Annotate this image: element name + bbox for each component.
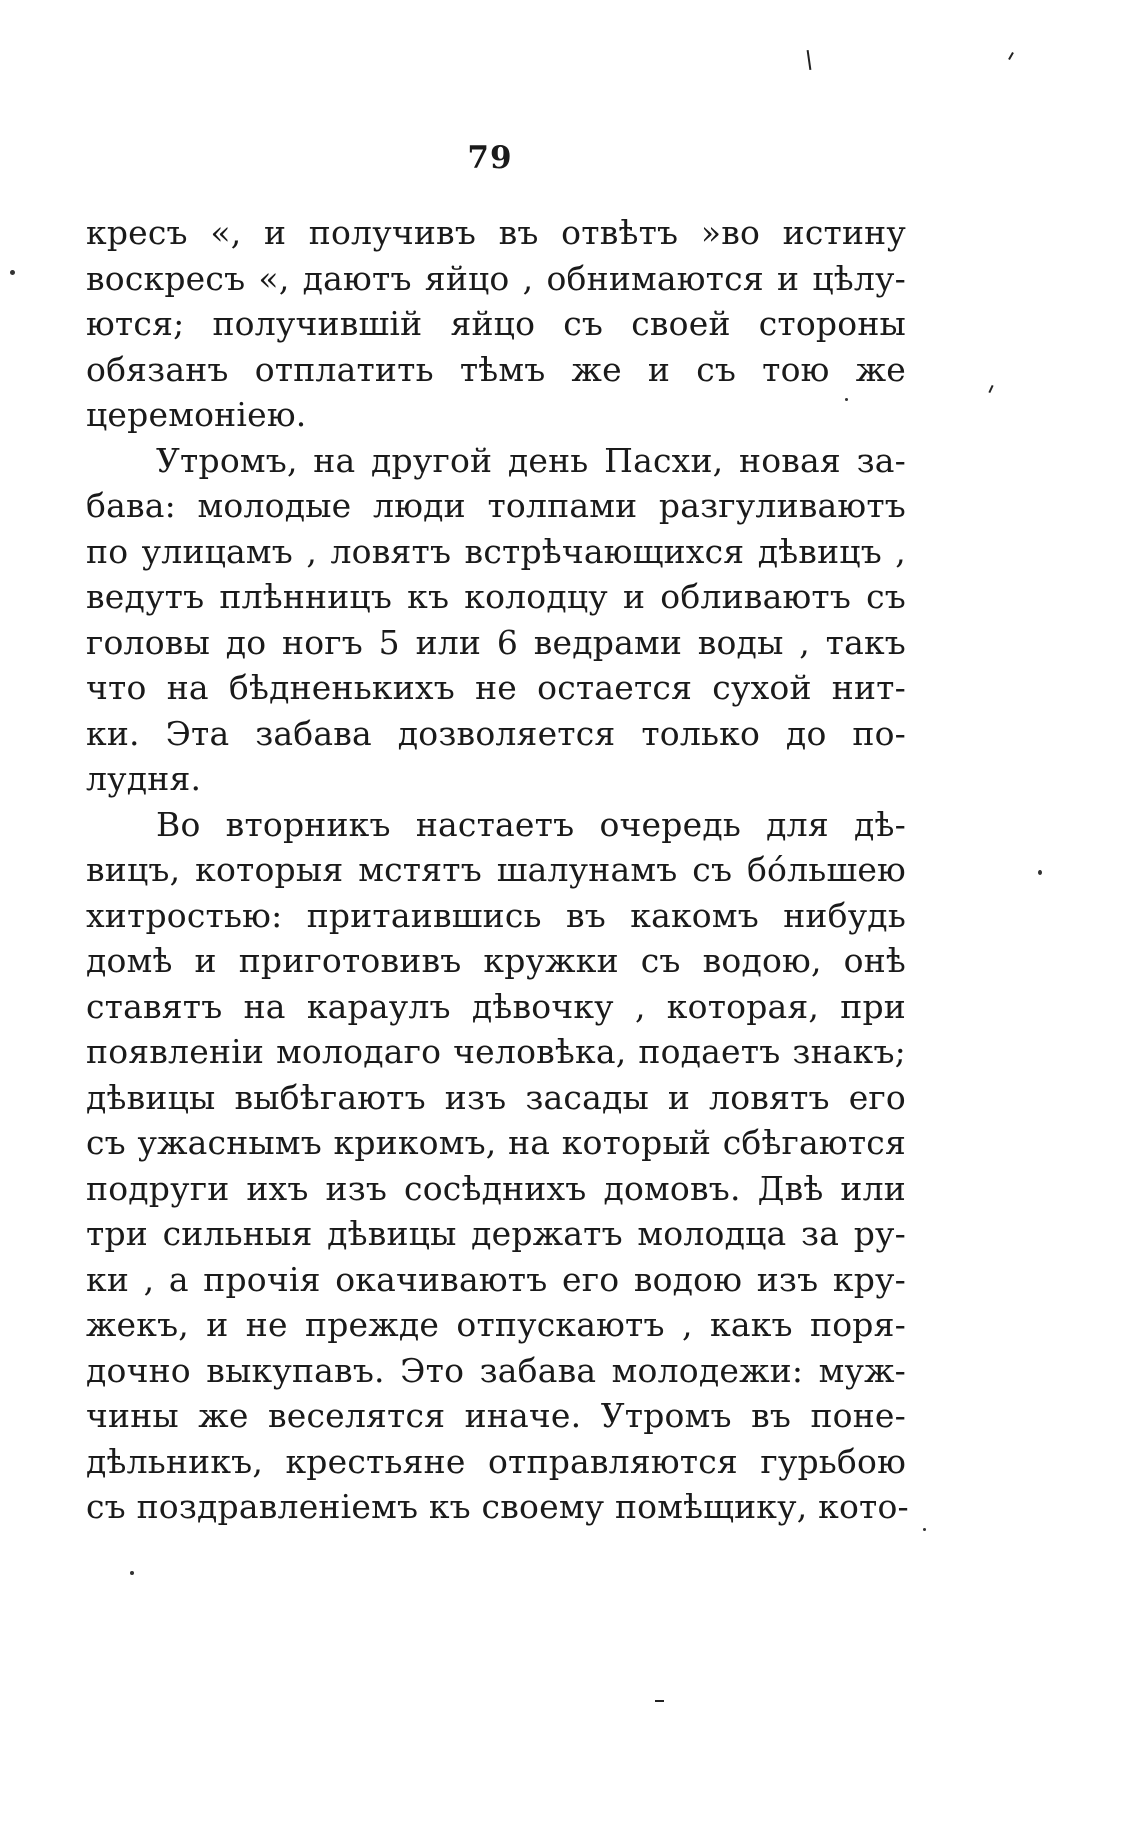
text-line: подруги ихъ изъ сосѣднихъ домовъ. Двѣ или xyxy=(86,1168,906,1208)
text-line: съ поздравленіемъ къ своему помѣщику, кото- xyxy=(86,1487,909,1526)
scan-mark xyxy=(1008,52,1014,60)
scan-speck xyxy=(923,1528,926,1531)
text-line: по улицамъ , ловятъ встрѣчающихся дѣвицъ , xyxy=(86,531,906,571)
text-line: воскресъ «, даютъ яйцо , обнимаются и цѣлу- xyxy=(86,258,906,298)
text-line: ки , а прочія окачиваютъ его водою изъ кру- xyxy=(86,1259,906,1299)
text-line: ются; получившій яйцо съ своей стороны xyxy=(86,304,906,343)
scan-speck xyxy=(1038,870,1042,875)
scan-mark xyxy=(988,385,993,393)
text-line: жекъ, и не прежде отпускаютъ , какъ поря- xyxy=(86,1305,906,1344)
text-line: кресъ «, и получивъ въ отвѣтъ »во истину xyxy=(86,213,906,252)
text-line: дѣльникъ, крестьяне отправляются гурьбою xyxy=(86,1441,906,1481)
scan-mark xyxy=(807,50,812,70)
scan-speck xyxy=(130,1571,134,1575)
text-line: лудня. xyxy=(86,759,202,798)
text-line: вицъ, которыя мстятъ шалунамъ съ бо́льшею xyxy=(86,850,906,889)
text-line: съ ужаснымъ крикомъ, на который сбѣгаются xyxy=(86,1123,906,1162)
scan-speck xyxy=(845,398,848,401)
scan-speck xyxy=(10,270,15,275)
text-line: три сильныя дѣвицы держатъ молодца за ру- xyxy=(86,1214,906,1253)
text-line: домѣ и приготовивъ кружки съ водою, онѣ xyxy=(86,941,906,980)
text-line: Утромъ, на другой день Пасхи, новая за- xyxy=(156,440,906,480)
text-line: ставятъ на караулъ дѣвочку , которая, при xyxy=(86,986,906,1026)
text-line: церемоніею. xyxy=(86,395,307,434)
text-line: дѣвицы выбѣгаютъ изъ засады и ловятъ его xyxy=(86,1077,906,1117)
text-line: обязанъ отплатить тѣмъ же и съ тою же xyxy=(86,349,906,389)
text-line: головы до ногъ 5 или 6 ведрами воды , такъ xyxy=(86,622,906,662)
scan-mark xyxy=(655,1700,664,1702)
text-line: бава: молодые люди толпами разгуливаютъ xyxy=(86,486,906,525)
text-line: ведутъ плѣнницъ къ колодцу и обливаютъ съ xyxy=(86,577,906,616)
page-number: 79 xyxy=(467,140,513,176)
body-text xyxy=(86,210,909,1530)
text-line: Во вторникъ настаетъ очередь для дѣ- xyxy=(156,804,906,844)
text-line: что на бѣдненькихъ не остается сухой нит- xyxy=(86,668,906,707)
text-line: появленіи молодаго человѣка, подаетъ знакъ; xyxy=(86,1032,906,1071)
text-line: чины же веселятся иначе. Утромъ въ поне- xyxy=(86,1396,906,1435)
text-line: ки. Эта забава дозволяется только до по- xyxy=(86,713,906,753)
text-line: хитростью: притаившись въ какомъ нибудь xyxy=(86,895,906,935)
text-line: дочно выкупавъ. Это забава молодежи: муж- xyxy=(86,1350,906,1390)
